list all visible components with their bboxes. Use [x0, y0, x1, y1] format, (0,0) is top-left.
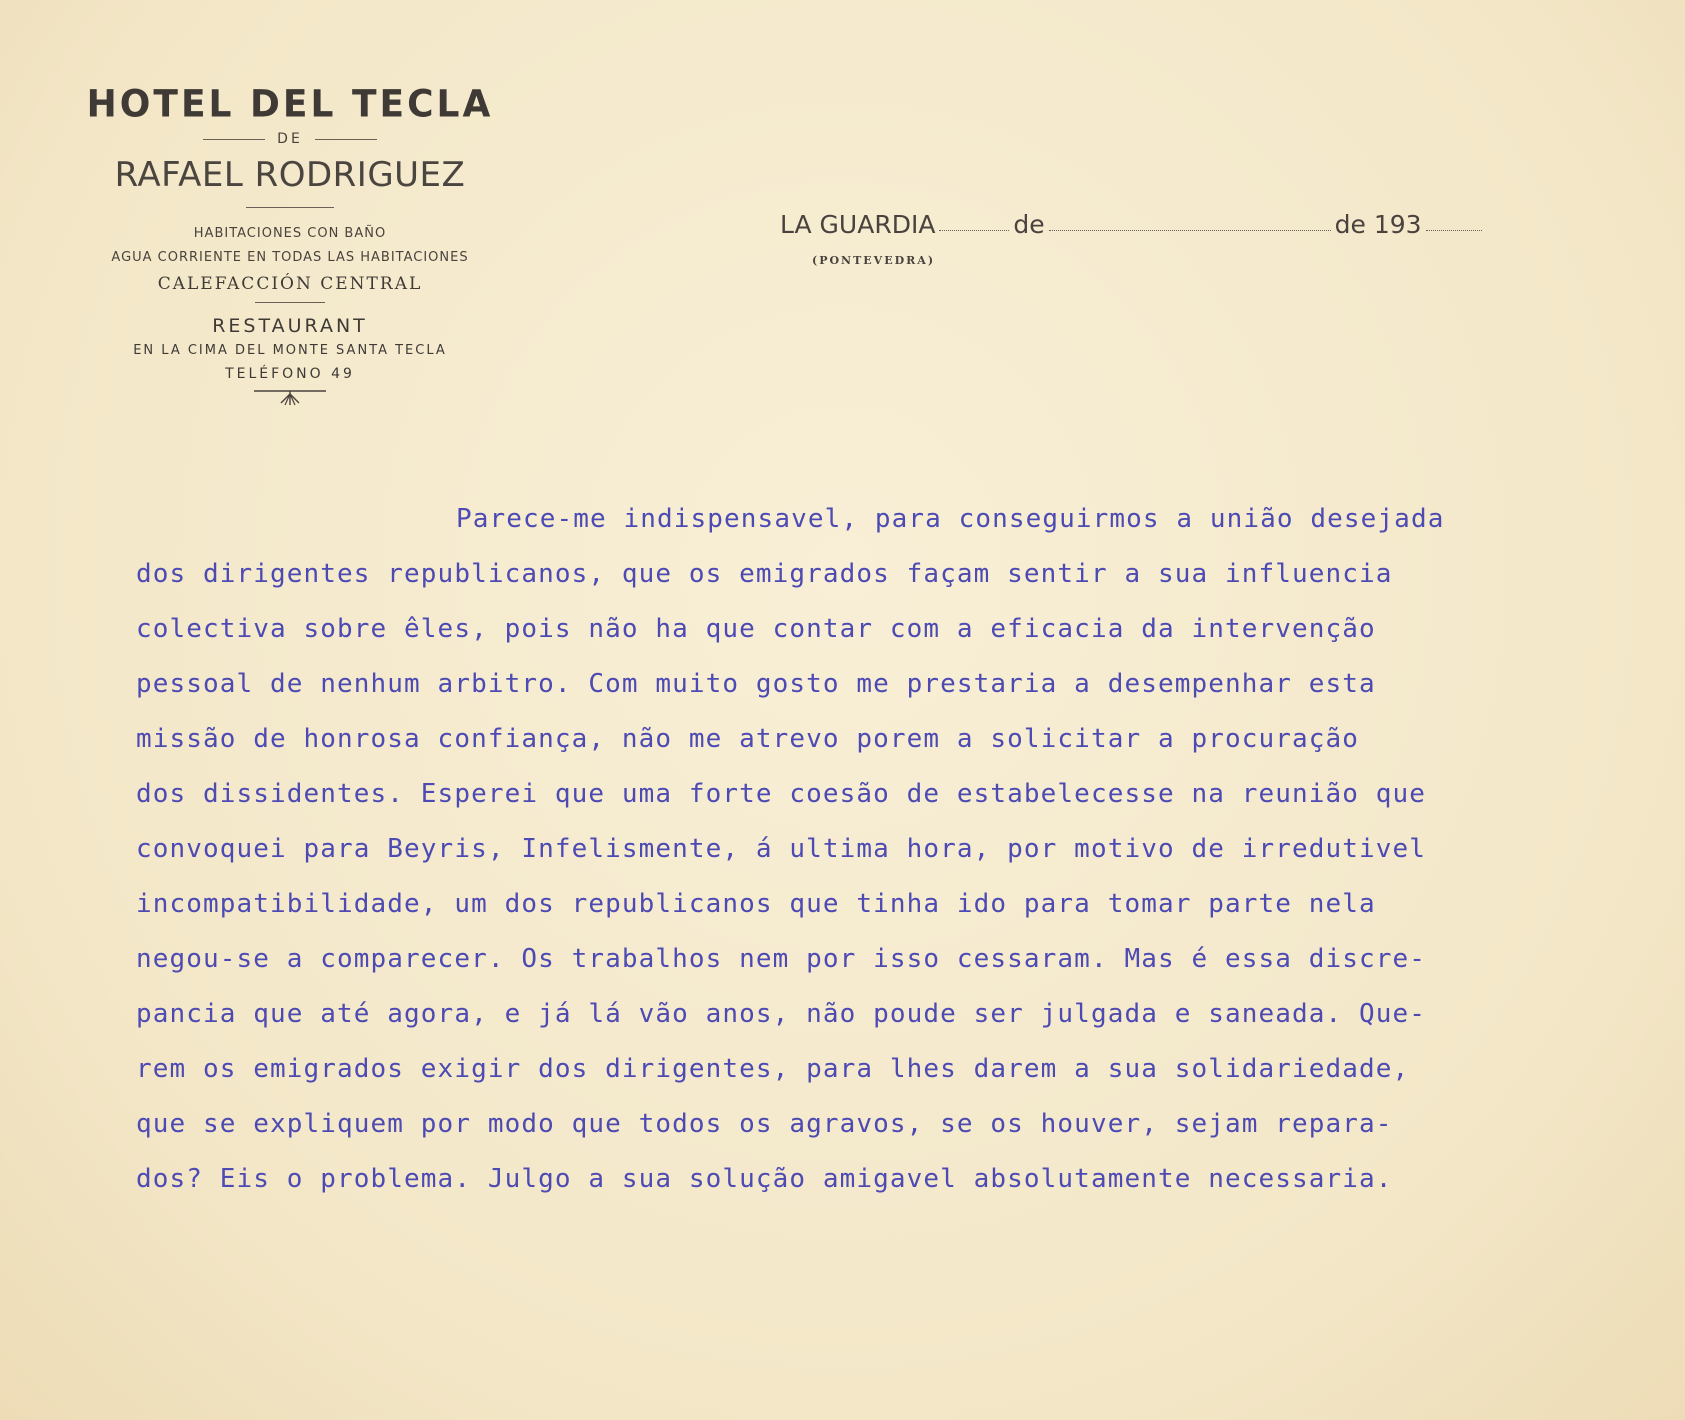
divider-rule-left [203, 139, 265, 140]
body-line: dos dissidentes. Esperei que uma forte coesão de estabelecesse na reunião que [136, 779, 1427, 809]
amenity-water: AGUA CORRIENTE EN TODAS LAS HABITACIONES [111, 250, 469, 265]
blank-month [1049, 229, 1331, 231]
body-line: que se expliquem por modo que todos os agravos, se os houver, sejam repara- [136, 1109, 1393, 1139]
body-line: missão de honrosa confiança, não me atrevo porem a solicitar a procuração [136, 724, 1359, 754]
telephone: TELÉFONO 49 [225, 366, 355, 382]
de-label: DE [277, 131, 303, 147]
body-line: negou-se a comparecer. Os trabalhos nem por isso cessaram. Mas é essa discre- [136, 944, 1427, 974]
amenity-heating: CALEFACCIÓN CENTRAL [157, 274, 423, 294]
blank-year [1426, 229, 1482, 231]
body-line: pancia que até agora, e já lá vão anos, não poude ser julgada e saneada. Que- [136, 999, 1427, 1029]
body-line: rem os emigrados exigir dos dirigentes, para lhes darem a sua solidariedade, [136, 1054, 1410, 1084]
restaurant-label: RESTAURANT [212, 315, 368, 337]
ornament-icon [254, 388, 326, 408]
restaurant-location: EN LA CIMA DEL MONTE SANTA TECLA [133, 343, 447, 358]
de-word-1: de [1013, 210, 1045, 239]
place-name: LA GUARDIA [780, 210, 936, 239]
owner-name: RAFAEL RODRIGUEZ [114, 155, 466, 195]
body-line: dos dirigentes republicanos, que os emigrados façam sentir a sua influencia [136, 559, 1393, 589]
body-line: colectiva sobre êles, pois não ha que contar com a eficacia da intervenção [136, 614, 1376, 644]
blank-day [939, 229, 1009, 231]
divider-rule-right [315, 139, 377, 140]
hotel-name: HOTEL DEL TECLA [86, 82, 494, 127]
de-year: de 193 [1334, 210, 1422, 239]
dateline [780, 210, 1560, 239]
owner-rule [246, 207, 334, 208]
letter-body [136, 492, 1676, 1207]
heating-rule [255, 302, 325, 303]
de-divider [60, 131, 520, 147]
letterhead [60, 84, 520, 408]
body-line: pessoal de nenhum arbitro. Com muito gosto me prestaria a desempenhar esta [136, 669, 1376, 699]
amenity-baths: HABITACIONES CON BAÑO [193, 226, 387, 241]
body-line: Parece-me indispensavel, para conseguirmos a união desejada [456, 504, 1445, 534]
body-line: incompatibilidade, um dos republicanos que tinha ido para tomar parte nela [136, 889, 1376, 919]
body-line: dos? Eis o problema. Julgo a sua solução amigavel absolutamente necessaria. [136, 1164, 1393, 1194]
province: (PONTEVEDRA) [812, 254, 936, 267]
body-line: convoquei para Beyris, Infelismente, á ultima hora, por motivo de irredutivel [136, 834, 1427, 864]
